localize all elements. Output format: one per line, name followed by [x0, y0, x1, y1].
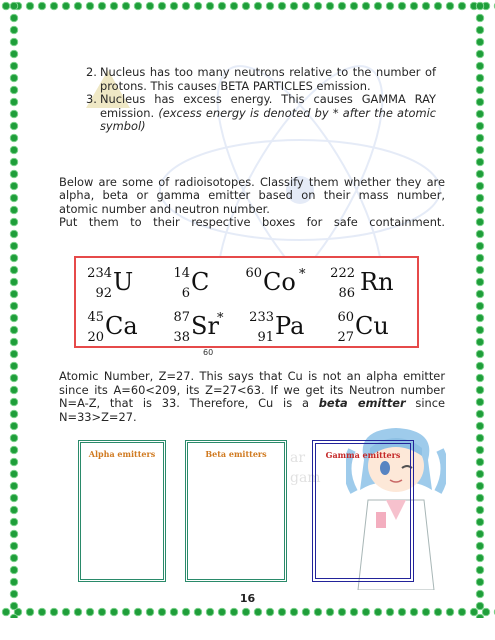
- gamma-emitters-box[interactable]: [312, 440, 414, 582]
- list-text: [100, 93, 436, 134]
- excited-state-asterisk: *: [299, 267, 306, 282]
- atomic-number: 91: [257, 330, 274, 345]
- element-symbol: Ca: [105, 312, 138, 340]
- beta-emitters-box[interactable]: [185, 440, 287, 582]
- mass-number: 222: [330, 266, 355, 281]
- atomic-number: 6: [181, 286, 190, 301]
- instructions-body: Below are some of radioisotopes. Classify them whether they are alpha, beta or gamma emitter based on their mass number, atomic number and neutron number.: [59, 175, 445, 216]
- atomic-number: 38: [173, 330, 190, 345]
- mass-number: 234: [87, 266, 112, 281]
- instructions-paragraph: [59, 176, 445, 230]
- mass-number: 233: [249, 310, 274, 325]
- element-symbol: U: [113, 268, 134, 296]
- page-number: 16: [239, 592, 256, 605]
- alpha-emitters-label: Alpha emitters: [88, 449, 156, 459]
- example-text: Atomic Number, Z=27. This says that Cu is not an alpha emitter since its A=60<209, its Z=27<63. If we get its Neutron number N=A-Z, that is 33. Therefore, Cu is a: [59, 369, 445, 411]
- watermark-line: gam: [290, 470, 321, 486]
- mass-number: 87: [173, 310, 190, 325]
- mass-number: 14: [173, 266, 190, 281]
- numbered-list: [86, 66, 436, 134]
- excited-state-asterisk: *: [217, 311, 224, 326]
- stray-mass-label: 60: [203, 348, 214, 357]
- beta-emitters-label: Beta emitters: [205, 449, 267, 459]
- atomic-number: 92: [95, 286, 112, 301]
- list-item: [86, 66, 436, 93]
- element-symbol: Cu: [355, 312, 389, 340]
- alpha-emitters-box[interactable]: [78, 440, 166, 582]
- gamma-emitters-label: Gamma emitters: [325, 450, 401, 460]
- element-symbol: Pa: [275, 312, 305, 340]
- mass-number: 60: [245, 266, 262, 281]
- list-number: 2.: [86, 65, 97, 79]
- mass-number: 60: [337, 310, 354, 325]
- element-symbol: Sr: [191, 312, 219, 340]
- atomic-number: 20: [87, 330, 104, 345]
- element-symbol: Co: [263, 268, 296, 296]
- list-item: [86, 93, 436, 134]
- example-paragraph: [59, 370, 445, 424]
- atomic-number: 27: [337, 330, 354, 345]
- atomic-number: 86: [338, 286, 355, 301]
- element-symbol: Rn: [360, 268, 394, 296]
- example-answer: beta emitter: [318, 396, 406, 411]
- mass-number: 45: [87, 310, 104, 325]
- element-symbol: C: [191, 268, 210, 296]
- list-number: 3.: [86, 92, 97, 107]
- list-text-italic-note: (excess energy is denoted by * after the atomic symbol): [100, 105, 436, 134]
- list-text-main: Nucleus has excess energy. This causes GAMMA RAY emission.: [100, 92, 436, 120]
- isotope-table: [74, 256, 419, 348]
- instructions-last-line: Put them to their respective boxes for safe containment.: [59, 215, 445, 230]
- list-text: Nucleus has too many neutrons relative to the number of protons. This causes BETA PARTICLES emission.: [100, 65, 436, 93]
- example-tail: since N=33>Z=27.: [59, 396, 446, 424]
- watermark-line: ar: [290, 450, 306, 466]
